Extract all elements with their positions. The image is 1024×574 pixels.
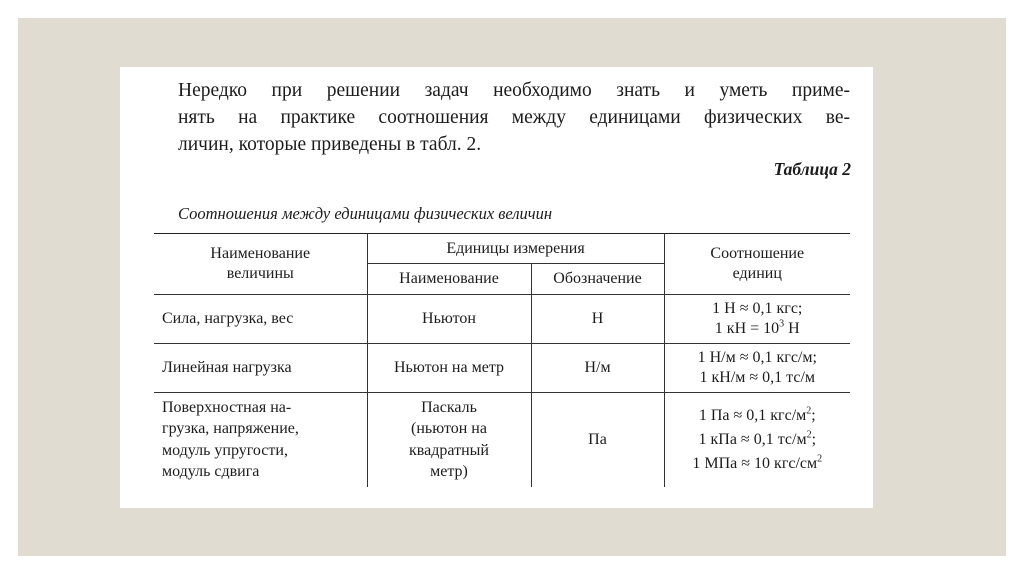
document-page xyxy=(120,67,873,508)
cell-quantity: Линейная нагрузка xyxy=(154,344,367,393)
table-number: Таблица 2 xyxy=(773,159,851,179)
relation-line: 1 МПа ≈ 10 кгс/$см^2$ xyxy=(692,453,823,472)
cell-quantity: Сила, нагрузка, вес xyxy=(154,295,367,344)
cell-unit-symbol: Н xyxy=(531,295,664,344)
table-row xyxy=(154,344,850,393)
cell-unit-symbol: Н/м xyxy=(531,344,664,393)
header-relation: Соотношение единиц xyxy=(664,234,850,295)
units-table xyxy=(154,233,850,487)
cell-relation xyxy=(664,295,850,344)
table-row xyxy=(154,393,850,487)
cell-relation xyxy=(664,344,850,393)
table-caption: Соотношения между единицами физических величин xyxy=(178,204,553,223)
intro-line: Нередко при решении задач необходимо знать и уметь приме- xyxy=(178,80,850,101)
relation-line: 1 кН/м ≈ 0,1 тс/м xyxy=(699,369,816,386)
intro-line: личин, которые приведены в табл. 2. xyxy=(178,134,482,155)
relation-line: 1 кПа ≈ 0,1 $тс/м^2$; xyxy=(698,429,817,448)
cell-unit-name: Паскаль (ньютон на квадратный метр) xyxy=(367,393,531,487)
intro-line: нять на практике соотношения между единицами физических ве- xyxy=(178,107,850,128)
cell-unit-name: Ньютон на метр xyxy=(367,344,531,393)
table-row xyxy=(154,295,850,344)
relation-line: 1 кН = $10^3$ Н xyxy=(714,318,800,337)
relation-line: 1 Н ≈ 0,1 кгс; xyxy=(712,300,803,317)
header-unit-name: Наименование xyxy=(367,264,531,295)
cell-quantity: Поверхностная на- грузка, напряжение, модуль упругости, модуль сдвига xyxy=(154,393,367,487)
cell-relation xyxy=(664,393,850,487)
relation-line: 1 Па ≈ 0,1 кгс/$м^2$; xyxy=(698,405,816,424)
cell-unit-name: Ньютон xyxy=(367,295,531,344)
header-units-group: Единицы измерения xyxy=(367,234,664,264)
intro-paragraph xyxy=(178,77,850,158)
relation-line: 1 Н/м ≈ 0,1 кгс/м; xyxy=(697,349,817,366)
cell-unit-symbol: Па xyxy=(531,393,664,487)
header-quantity: Наименование величины xyxy=(154,234,367,295)
header-unit-symbol: Обозначение xyxy=(531,264,664,295)
